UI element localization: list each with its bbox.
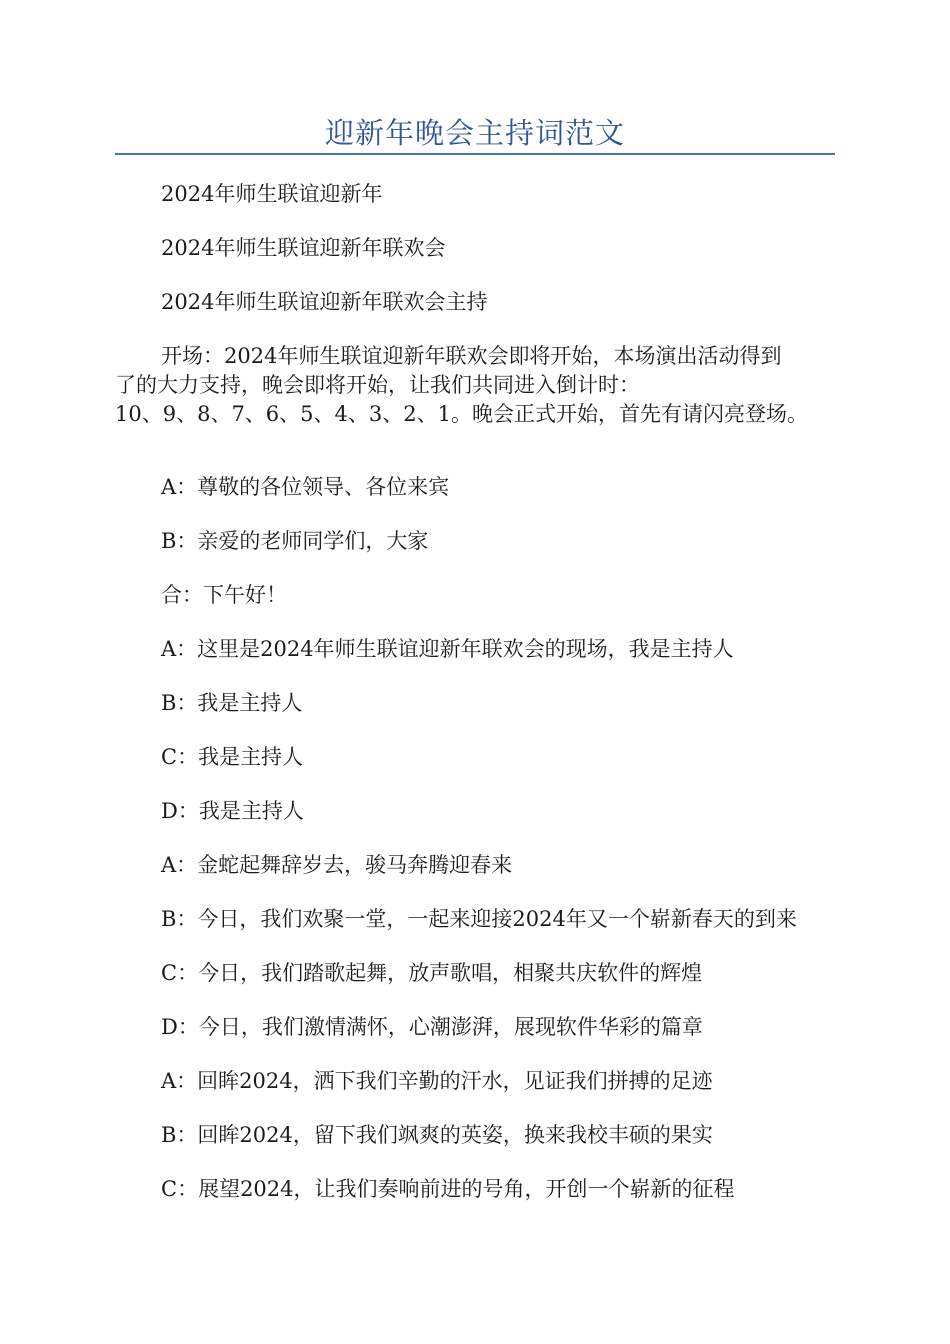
script-line-4: A：这里是2024年师生联谊迎新年联欢会的现场，我是主持人 [161,637,734,661]
heading-line-2: 2024年师生联谊迎新年联欢会 [161,236,446,260]
document-title: 迎新年晚会主持词范文 [324,116,625,150]
script-line-8: A：金蛇起舞辞岁去，骏马奔腾迎春来 [161,853,513,877]
opening-line-1: 开场：2024年师生联谊迎新年联欢会即将开始，本场演出活动得到 [161,344,782,368]
script-line-3: 合：下午好！ [161,583,287,607]
script-line-14: C：展望2024，让我们奏响前进的号角，开创一个崭新的征程 [161,1177,735,1201]
script-line-13: B：回眸2024，留下我们飒爽的英姿，换来我校丰硕的果实 [161,1123,713,1147]
opening-line-2: 了的大力支持，晚会即将开始，让我们共同进入倒计时： [115,373,640,397]
opening-line-3: 10、9、8、7、6、5、4、3、2、1。晚会正式开始，首先有请闪亮登场。 [115,402,808,426]
script-line-7: D：我是主持人 [161,799,304,823]
title-underline [115,153,835,155]
script-line-6: C：我是主持人 [161,745,304,769]
script-line-5: B：我是主持人 [161,691,303,715]
script-line-12: A：回眸2024，洒下我们辛勤的汗水，见证我们拼搏的足迹 [161,1069,713,1093]
script-line-11: D：今日，我们激情满怀，心潮澎湃，展现软件华彩的篇章 [161,1015,703,1039]
script-line-2: B：亲爱的老师同学们，大家 [161,529,429,553]
heading-line-3: 2024年师生联谊迎新年联欢会主持 [161,290,488,314]
script-line-9: B：今日，我们欢聚一堂，一起来迎接2024年又一个崭新春天的到来 [161,907,797,931]
script-line-1: A：尊敬的各位领导、各位来宾 [161,475,450,499]
heading-line-1: 2024年师生联谊迎新年 [161,182,383,206]
script-line-10: C：今日，我们踏歌起舞，放声歌唱，相聚共庆软件的辉煌 [161,961,703,985]
opening-paragraph [115,342,840,429]
